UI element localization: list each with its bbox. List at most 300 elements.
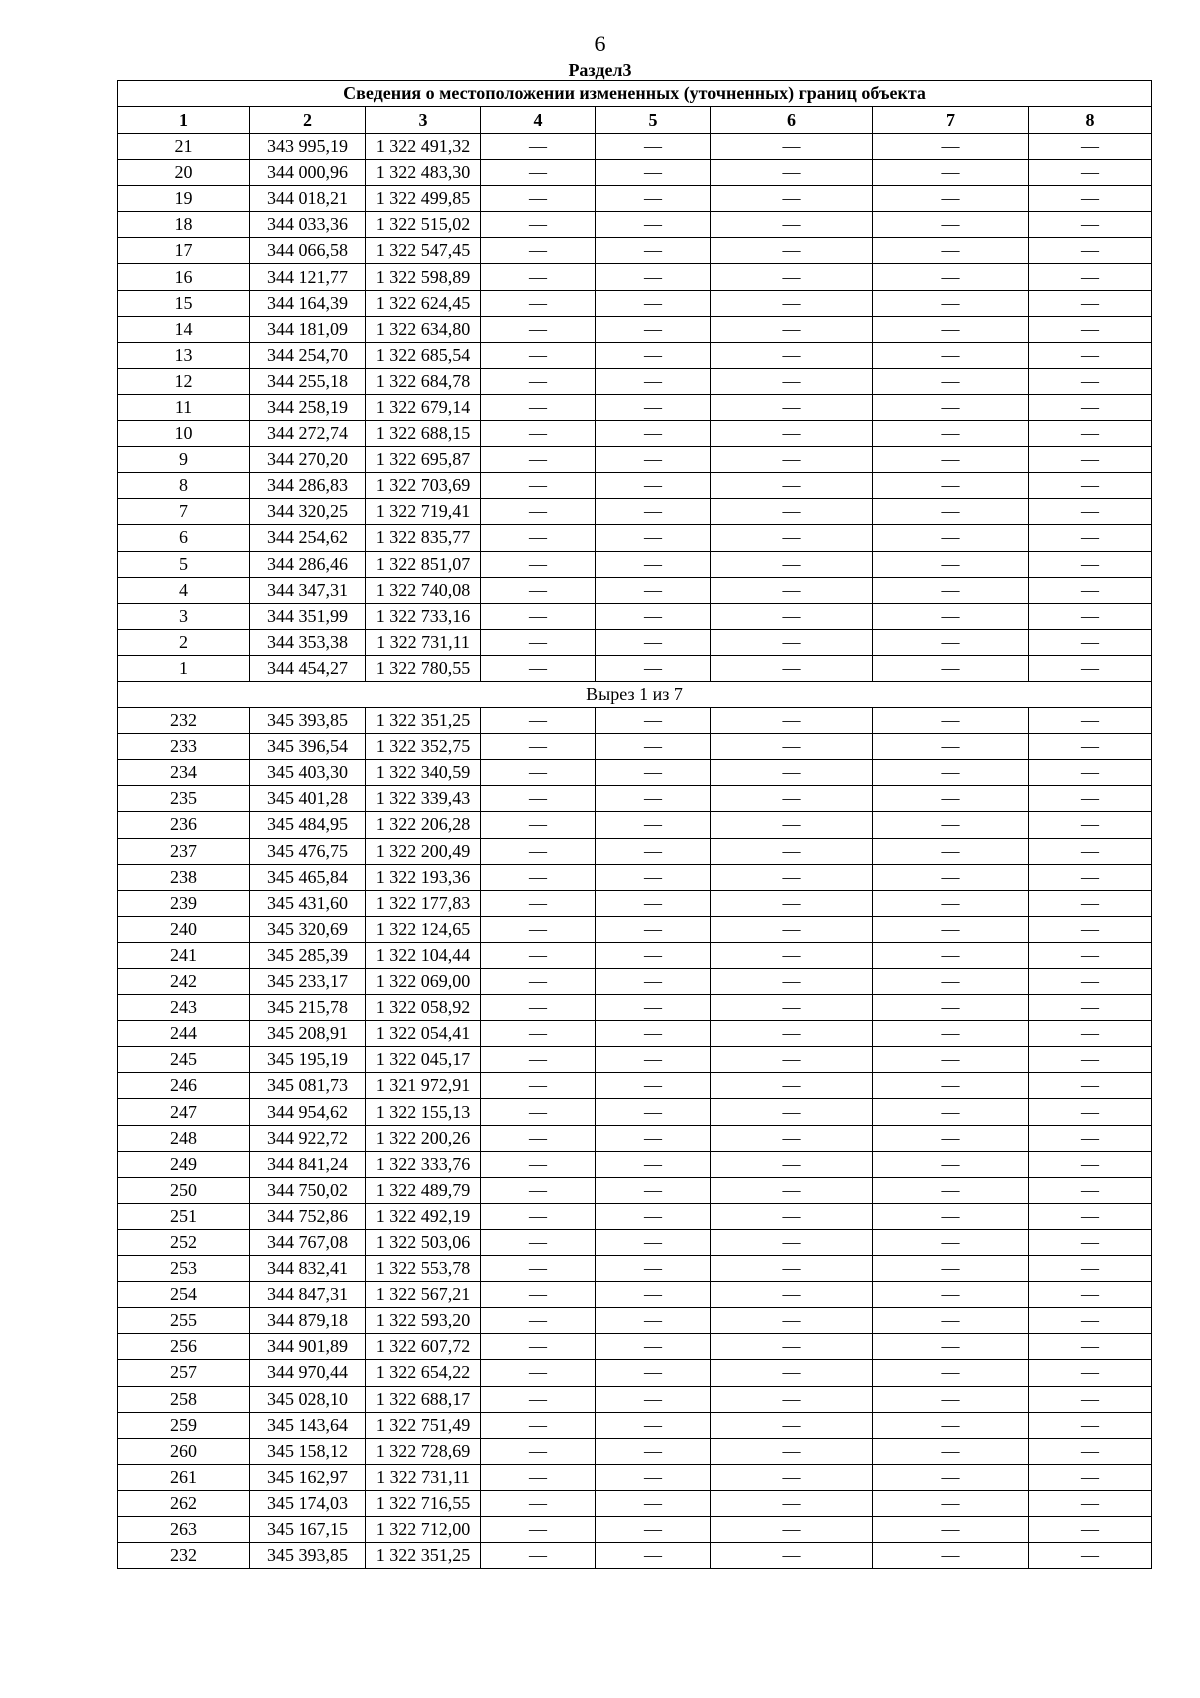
- empty-dash-cell: —: [1029, 995, 1152, 1021]
- table-row: [118, 1047, 1152, 1073]
- y-coordinate-cell: 1 322 069,00: [366, 969, 481, 995]
- empty-dash-cell: —: [481, 760, 596, 786]
- empty-dash-cell: —: [481, 1073, 596, 1099]
- y-coordinate-cell: 1 322 124,65: [366, 916, 481, 942]
- y-coordinate-cell: 1 322 684,78: [366, 368, 481, 394]
- empty-dash-cell: —: [481, 264, 596, 290]
- empty-dash-cell: —: [596, 760, 711, 786]
- y-coordinate-cell: 1 322 503,06: [366, 1229, 481, 1255]
- empty-dash-cell: —: [711, 1490, 873, 1516]
- x-coordinate-cell: 345 195,19: [250, 1047, 366, 1073]
- empty-dash-cell: —: [873, 1360, 1029, 1386]
- empty-dash-cell: —: [481, 1464, 596, 1490]
- x-coordinate-cell: 345 158,12: [250, 1438, 366, 1464]
- empty-dash-cell: —: [481, 499, 596, 525]
- empty-dash-cell: —: [711, 290, 873, 316]
- empty-dash-cell: —: [711, 1386, 873, 1412]
- y-coordinate-cell: 1 322 483,30: [366, 160, 481, 186]
- x-coordinate-cell: 345 167,15: [250, 1516, 366, 1542]
- empty-dash-cell: —: [711, 760, 873, 786]
- empty-dash-cell: —: [596, 1412, 711, 1438]
- empty-dash-cell: —: [711, 942, 873, 968]
- point-number-cell: 237: [118, 838, 250, 864]
- table-row: [118, 760, 1152, 786]
- x-coordinate-cell: 345 431,60: [250, 890, 366, 916]
- empty-dash-cell: —: [1029, 1229, 1152, 1255]
- point-number-cell: 250: [118, 1177, 250, 1203]
- empty-dash-cell: —: [711, 264, 873, 290]
- empty-dash-cell: —: [596, 1386, 711, 1412]
- empty-dash-cell: —: [873, 655, 1029, 681]
- empty-dash-cell: —: [1029, 212, 1152, 238]
- empty-dash-cell: —: [596, 1099, 711, 1125]
- empty-dash-cell: —: [1029, 629, 1152, 655]
- table-row: [118, 1229, 1152, 1255]
- empty-dash-cell: —: [1029, 969, 1152, 995]
- x-coordinate-cell: 345 233,17: [250, 969, 366, 995]
- empty-dash-cell: —: [873, 316, 1029, 342]
- x-coordinate-cell: 345 403,30: [250, 760, 366, 786]
- empty-dash-cell: —: [481, 551, 596, 577]
- table-row: [118, 212, 1152, 238]
- point-number-cell: 263: [118, 1516, 250, 1542]
- empty-dash-cell: —: [873, 1543, 1029, 1569]
- empty-dash-cell: —: [481, 1308, 596, 1334]
- table-row: [118, 786, 1152, 812]
- empty-dash-cell: —: [481, 786, 596, 812]
- point-number-cell: 249: [118, 1151, 250, 1177]
- empty-dash-cell: —: [711, 1151, 873, 1177]
- section-label-row: [118, 681, 1152, 707]
- x-coordinate-cell: 344 270,20: [250, 447, 366, 473]
- point-number-cell: 246: [118, 1073, 250, 1099]
- empty-dash-cell: —: [711, 1412, 873, 1438]
- column-number: 7: [873, 107, 1029, 134]
- empty-dash-cell: —: [481, 525, 596, 551]
- empty-dash-cell: —: [711, 1256, 873, 1282]
- table-caption: Сведения о местоположении измененных (уточненных) границ объекта: [118, 81, 1152, 107]
- x-coordinate-cell: 345 215,78: [250, 995, 366, 1021]
- x-coordinate-cell: 345 484,95: [250, 812, 366, 838]
- empty-dash-cell: —: [873, 1125, 1029, 1151]
- empty-dash-cell: —: [1029, 812, 1152, 838]
- page-number: 6: [594, 31, 606, 56]
- empty-dash-cell: —: [711, 551, 873, 577]
- point-number-cell: 18: [118, 212, 250, 238]
- empty-dash-cell: —: [1029, 1360, 1152, 1386]
- point-number-cell: 232: [118, 708, 250, 734]
- empty-dash-cell: —: [873, 812, 1029, 838]
- point-number-cell: 259: [118, 1412, 250, 1438]
- point-number-cell: 21: [118, 134, 250, 160]
- table-row: [118, 655, 1152, 681]
- y-coordinate-cell: 1 322 567,21: [366, 1282, 481, 1308]
- empty-dash-cell: —: [596, 134, 711, 160]
- table-row: [118, 134, 1152, 160]
- empty-dash-cell: —: [481, 1256, 596, 1282]
- empty-dash-cell: —: [596, 734, 711, 760]
- y-coordinate-cell: 1 322 703,69: [366, 473, 481, 499]
- table-row: [118, 1099, 1152, 1125]
- empty-dash-cell: —: [1029, 1516, 1152, 1542]
- point-number-cell: 6: [118, 525, 250, 551]
- empty-dash-cell: —: [596, 864, 711, 890]
- x-coordinate-cell: 344 164,39: [250, 290, 366, 316]
- empty-dash-cell: —: [1029, 1151, 1152, 1177]
- empty-dash-cell: —: [711, 1360, 873, 1386]
- y-coordinate-cell: 1 322 155,13: [366, 1099, 481, 1125]
- empty-dash-cell: —: [481, 942, 596, 968]
- empty-dash-cell: —: [596, 655, 711, 681]
- table-row: [118, 942, 1152, 968]
- empty-dash-cell: —: [1029, 1177, 1152, 1203]
- y-coordinate-cell: 1 322 547,45: [366, 238, 481, 264]
- empty-dash-cell: —: [481, 1047, 596, 1073]
- empty-dash-cell: —: [596, 786, 711, 812]
- empty-dash-cell: —: [596, 1047, 711, 1073]
- empty-dash-cell: —: [711, 708, 873, 734]
- empty-dash-cell: —: [596, 1125, 711, 1151]
- empty-dash-cell: —: [711, 212, 873, 238]
- empty-dash-cell: —: [481, 1386, 596, 1412]
- table-row: [118, 916, 1152, 942]
- empty-dash-cell: —: [873, 603, 1029, 629]
- empty-dash-cell: —: [873, 134, 1029, 160]
- empty-dash-cell: —: [481, 1438, 596, 1464]
- point-number-cell: 260: [118, 1438, 250, 1464]
- empty-dash-cell: —: [1029, 316, 1152, 342]
- x-coordinate-cell: 345 081,73: [250, 1073, 366, 1099]
- empty-dash-cell: —: [481, 238, 596, 264]
- y-coordinate-cell: 1 322 593,20: [366, 1308, 481, 1334]
- point-number-cell: 240: [118, 916, 250, 942]
- empty-dash-cell: —: [873, 551, 1029, 577]
- empty-dash-cell: —: [1029, 864, 1152, 890]
- table-row: [118, 1464, 1152, 1490]
- y-coordinate-cell: 1 322 695,87: [366, 447, 481, 473]
- empty-dash-cell: —: [481, 212, 596, 238]
- table-row: [118, 238, 1152, 264]
- y-coordinate-cell: 1 322 489,79: [366, 1177, 481, 1203]
- empty-dash-cell: —: [873, 708, 1029, 734]
- empty-dash-cell: —: [711, 1516, 873, 1542]
- y-coordinate-cell: 1 322 200,26: [366, 1125, 481, 1151]
- empty-dash-cell: —: [711, 1125, 873, 1151]
- empty-dash-cell: —: [873, 1412, 1029, 1438]
- y-coordinate-cell: 1 322 716,55: [366, 1490, 481, 1516]
- x-coordinate-cell: 345 028,10: [250, 1386, 366, 1412]
- empty-dash-cell: —: [873, 499, 1029, 525]
- empty-dash-cell: —: [1029, 1334, 1152, 1360]
- empty-dash-cell: —: [596, 160, 711, 186]
- empty-dash-cell: —: [1029, 1412, 1152, 1438]
- empty-dash-cell: —: [481, 1151, 596, 1177]
- empty-dash-cell: —: [711, 1282, 873, 1308]
- y-coordinate-cell: 1 322 058,92: [366, 995, 481, 1021]
- empty-dash-cell: —: [1029, 421, 1152, 447]
- empty-dash-cell: —: [873, 290, 1029, 316]
- point-number-cell: 1: [118, 655, 250, 681]
- y-coordinate-cell: 1 322 624,45: [366, 290, 481, 316]
- x-coordinate-cell: 344 750,02: [250, 1177, 366, 1203]
- empty-dash-cell: —: [1029, 394, 1152, 420]
- point-number-cell: 12: [118, 368, 250, 394]
- empty-dash-cell: —: [481, 603, 596, 629]
- point-number-cell: 20: [118, 160, 250, 186]
- empty-dash-cell: —: [873, 864, 1029, 890]
- empty-dash-cell: —: [873, 1282, 1029, 1308]
- column-number: 3: [366, 107, 481, 134]
- empty-dash-cell: —: [873, 264, 1029, 290]
- point-number-cell: 15: [118, 290, 250, 316]
- y-coordinate-cell: 1 322 177,83: [366, 890, 481, 916]
- empty-dash-cell: —: [873, 734, 1029, 760]
- y-coordinate-cell: 1 322 045,17: [366, 1047, 481, 1073]
- empty-dash-cell: —: [1029, 264, 1152, 290]
- empty-dash-cell: —: [711, 734, 873, 760]
- table-row: [118, 577, 1152, 603]
- y-coordinate-cell: 1 322 654,22: [366, 1360, 481, 1386]
- empty-dash-cell: —: [481, 421, 596, 447]
- empty-dash-cell: —: [596, 1516, 711, 1542]
- table-row: [118, 629, 1152, 655]
- empty-dash-cell: —: [711, 969, 873, 995]
- empty-dash-cell: —: [481, 342, 596, 368]
- empty-dash-cell: —: [481, 708, 596, 734]
- empty-dash-cell: —: [1029, 1490, 1152, 1516]
- empty-dash-cell: —: [711, 186, 873, 212]
- empty-dash-cell: —: [873, 577, 1029, 603]
- table-row: [118, 368, 1152, 394]
- table-row: [118, 316, 1152, 342]
- y-coordinate-cell: 1 322 351,25: [366, 708, 481, 734]
- empty-dash-cell: —: [1029, 1282, 1152, 1308]
- table-row: [118, 864, 1152, 890]
- x-coordinate-cell: 344 752,86: [250, 1203, 366, 1229]
- table-row: [118, 264, 1152, 290]
- empty-dash-cell: —: [481, 838, 596, 864]
- table-row: [118, 290, 1152, 316]
- empty-dash-cell: —: [1029, 1464, 1152, 1490]
- empty-dash-cell: —: [711, 1229, 873, 1255]
- empty-dash-cell: —: [1029, 447, 1152, 473]
- empty-dash-cell: —: [481, 1516, 596, 1542]
- empty-dash-cell: —: [596, 1282, 711, 1308]
- empty-dash-cell: —: [481, 160, 596, 186]
- empty-dash-cell: —: [1029, 186, 1152, 212]
- empty-dash-cell: —: [1029, 1047, 1152, 1073]
- empty-dash-cell: —: [1029, 1125, 1152, 1151]
- empty-dash-cell: —: [1029, 551, 1152, 577]
- y-coordinate-cell: 1 322 206,28: [366, 812, 481, 838]
- y-coordinate-cell: 1 322 054,41: [366, 1021, 481, 1047]
- empty-dash-cell: —: [873, 186, 1029, 212]
- empty-dash-cell: —: [596, 1438, 711, 1464]
- empty-dash-cell: —: [481, 1490, 596, 1516]
- empty-dash-cell: —: [711, 1073, 873, 1099]
- empty-dash-cell: —: [481, 890, 596, 916]
- point-number-cell: 234: [118, 760, 250, 786]
- empty-dash-cell: —: [711, 316, 873, 342]
- empty-dash-cell: —: [1029, 238, 1152, 264]
- empty-dash-cell: —: [873, 838, 1029, 864]
- point-number-cell: 244: [118, 1021, 250, 1047]
- empty-dash-cell: —: [596, 1360, 711, 1386]
- table-row: [118, 890, 1152, 916]
- y-coordinate-cell: 1 322 688,17: [366, 1386, 481, 1412]
- point-number-cell: 261: [118, 1464, 250, 1490]
- empty-dash-cell: —: [873, 916, 1029, 942]
- empty-dash-cell: —: [1029, 1073, 1152, 1099]
- empty-dash-cell: —: [1029, 1543, 1152, 1569]
- empty-dash-cell: —: [873, 942, 1029, 968]
- empty-dash-cell: —: [596, 394, 711, 420]
- table-row: [118, 1543, 1152, 1569]
- point-number-cell: 245: [118, 1047, 250, 1073]
- x-coordinate-cell: 344 353,38: [250, 629, 366, 655]
- table-row: [118, 551, 1152, 577]
- empty-dash-cell: —: [481, 1360, 596, 1386]
- empty-dash-cell: —: [711, 394, 873, 420]
- empty-dash-cell: —: [711, 447, 873, 473]
- empty-dash-cell: —: [481, 969, 596, 995]
- table-row: [118, 969, 1152, 995]
- y-coordinate-cell: 1 322 491,32: [366, 134, 481, 160]
- empty-dash-cell: —: [711, 629, 873, 655]
- table-row: [118, 995, 1152, 1021]
- point-number-cell: 19: [118, 186, 250, 212]
- x-coordinate-cell: 344 847,31: [250, 1282, 366, 1308]
- x-coordinate-cell: 344 320,25: [250, 499, 366, 525]
- empty-dash-cell: —: [596, 1256, 711, 1282]
- empty-dash-cell: —: [481, 1334, 596, 1360]
- empty-dash-cell: —: [873, 238, 1029, 264]
- point-number-cell: 248: [118, 1125, 250, 1151]
- empty-dash-cell: —: [711, 890, 873, 916]
- x-coordinate-cell: 344 454,27: [250, 655, 366, 681]
- y-coordinate-cell: 1 322 515,02: [366, 212, 481, 238]
- table-row: [118, 421, 1152, 447]
- empty-dash-cell: —: [873, 1308, 1029, 1334]
- empty-dash-cell: —: [481, 473, 596, 499]
- x-coordinate-cell: 345 401,28: [250, 786, 366, 812]
- table-row: [118, 1177, 1152, 1203]
- x-coordinate-cell: 345 285,39: [250, 942, 366, 968]
- empty-dash-cell: —: [596, 916, 711, 942]
- empty-dash-cell: —: [711, 1177, 873, 1203]
- point-number-cell: 3: [118, 603, 250, 629]
- x-coordinate-cell: 345 393,85: [250, 1543, 366, 1569]
- point-number-cell: 241: [118, 942, 250, 968]
- empty-dash-cell: —: [596, 186, 711, 212]
- y-coordinate-cell: 1 322 607,72: [366, 1334, 481, 1360]
- point-number-cell: 256: [118, 1334, 250, 1360]
- point-number-cell: 10: [118, 421, 250, 447]
- empty-dash-cell: —: [711, 1308, 873, 1334]
- empty-dash-cell: —: [873, 1021, 1029, 1047]
- empty-dash-cell: —: [1029, 1438, 1152, 1464]
- empty-dash-cell: —: [481, 734, 596, 760]
- empty-dash-cell: —: [596, 264, 711, 290]
- empty-dash-cell: —: [1029, 760, 1152, 786]
- empty-dash-cell: —: [481, 1099, 596, 1125]
- empty-dash-cell: —: [711, 499, 873, 525]
- column-number: 2: [250, 107, 366, 134]
- x-coordinate-cell: 345 162,97: [250, 1464, 366, 1490]
- empty-dash-cell: —: [481, 316, 596, 342]
- empty-dash-cell: —: [711, 473, 873, 499]
- y-coordinate-cell: 1 322 751,49: [366, 1412, 481, 1438]
- empty-dash-cell: —: [481, 447, 596, 473]
- empty-dash-cell: —: [596, 1543, 711, 1569]
- empty-dash-cell: —: [596, 890, 711, 916]
- column-number: 5: [596, 107, 711, 134]
- x-coordinate-cell: 344 033,36: [250, 212, 366, 238]
- y-coordinate-cell: 1 322 104,44: [366, 942, 481, 968]
- empty-dash-cell: —: [596, 525, 711, 551]
- point-number-cell: 239: [118, 890, 250, 916]
- empty-dash-cell: —: [481, 1282, 596, 1308]
- empty-dash-cell: —: [711, 1099, 873, 1125]
- empty-dash-cell: —: [1029, 134, 1152, 160]
- empty-dash-cell: —: [481, 995, 596, 1021]
- empty-dash-cell: —: [596, 1308, 711, 1334]
- table-row: [118, 603, 1152, 629]
- x-coordinate-cell: 345 465,84: [250, 864, 366, 890]
- empty-dash-cell: —: [873, 760, 1029, 786]
- empty-dash-cell: —: [873, 212, 1029, 238]
- point-number-cell: 4: [118, 577, 250, 603]
- point-number-cell: 236: [118, 812, 250, 838]
- empty-dash-cell: —: [596, 942, 711, 968]
- table-row: [118, 1412, 1152, 1438]
- empty-dash-cell: —: [596, 447, 711, 473]
- y-coordinate-cell: 1 322 780,55: [366, 655, 481, 681]
- empty-dash-cell: —: [711, 1464, 873, 1490]
- empty-dash-cell: —: [873, 394, 1029, 420]
- y-coordinate-cell: 1 322 193,36: [366, 864, 481, 890]
- empty-dash-cell: —: [481, 186, 596, 212]
- empty-dash-cell: —: [1029, 1308, 1152, 1334]
- empty-dash-cell: —: [481, 1229, 596, 1255]
- empty-dash-cell: —: [1029, 916, 1152, 942]
- x-coordinate-cell: 344 272,74: [250, 421, 366, 447]
- point-number-cell: 17: [118, 238, 250, 264]
- y-coordinate-cell: 1 322 740,08: [366, 577, 481, 603]
- table-row: [118, 447, 1152, 473]
- table-row: [118, 1282, 1152, 1308]
- table-row: [118, 1256, 1152, 1282]
- empty-dash-cell: —: [596, 368, 711, 394]
- table-row: [118, 342, 1152, 368]
- x-coordinate-cell: 345 396,54: [250, 734, 366, 760]
- empty-dash-cell: —: [873, 1047, 1029, 1073]
- table-row: [118, 812, 1152, 838]
- table-row: [118, 1438, 1152, 1464]
- point-number-cell: 251: [118, 1203, 250, 1229]
- empty-dash-cell: —: [711, 421, 873, 447]
- empty-dash-cell: —: [481, 1543, 596, 1569]
- empty-dash-cell: —: [1029, 525, 1152, 551]
- table-body: [118, 134, 1152, 1569]
- y-coordinate-cell: 1 322 679,14: [366, 394, 481, 420]
- table-row: [118, 499, 1152, 525]
- coordinates-table: [117, 80, 1152, 1569]
- empty-dash-cell: —: [596, 499, 711, 525]
- empty-dash-cell: —: [481, 629, 596, 655]
- y-coordinate-cell: 1 322 851,07: [366, 551, 481, 577]
- empty-dash-cell: —: [873, 1490, 1029, 1516]
